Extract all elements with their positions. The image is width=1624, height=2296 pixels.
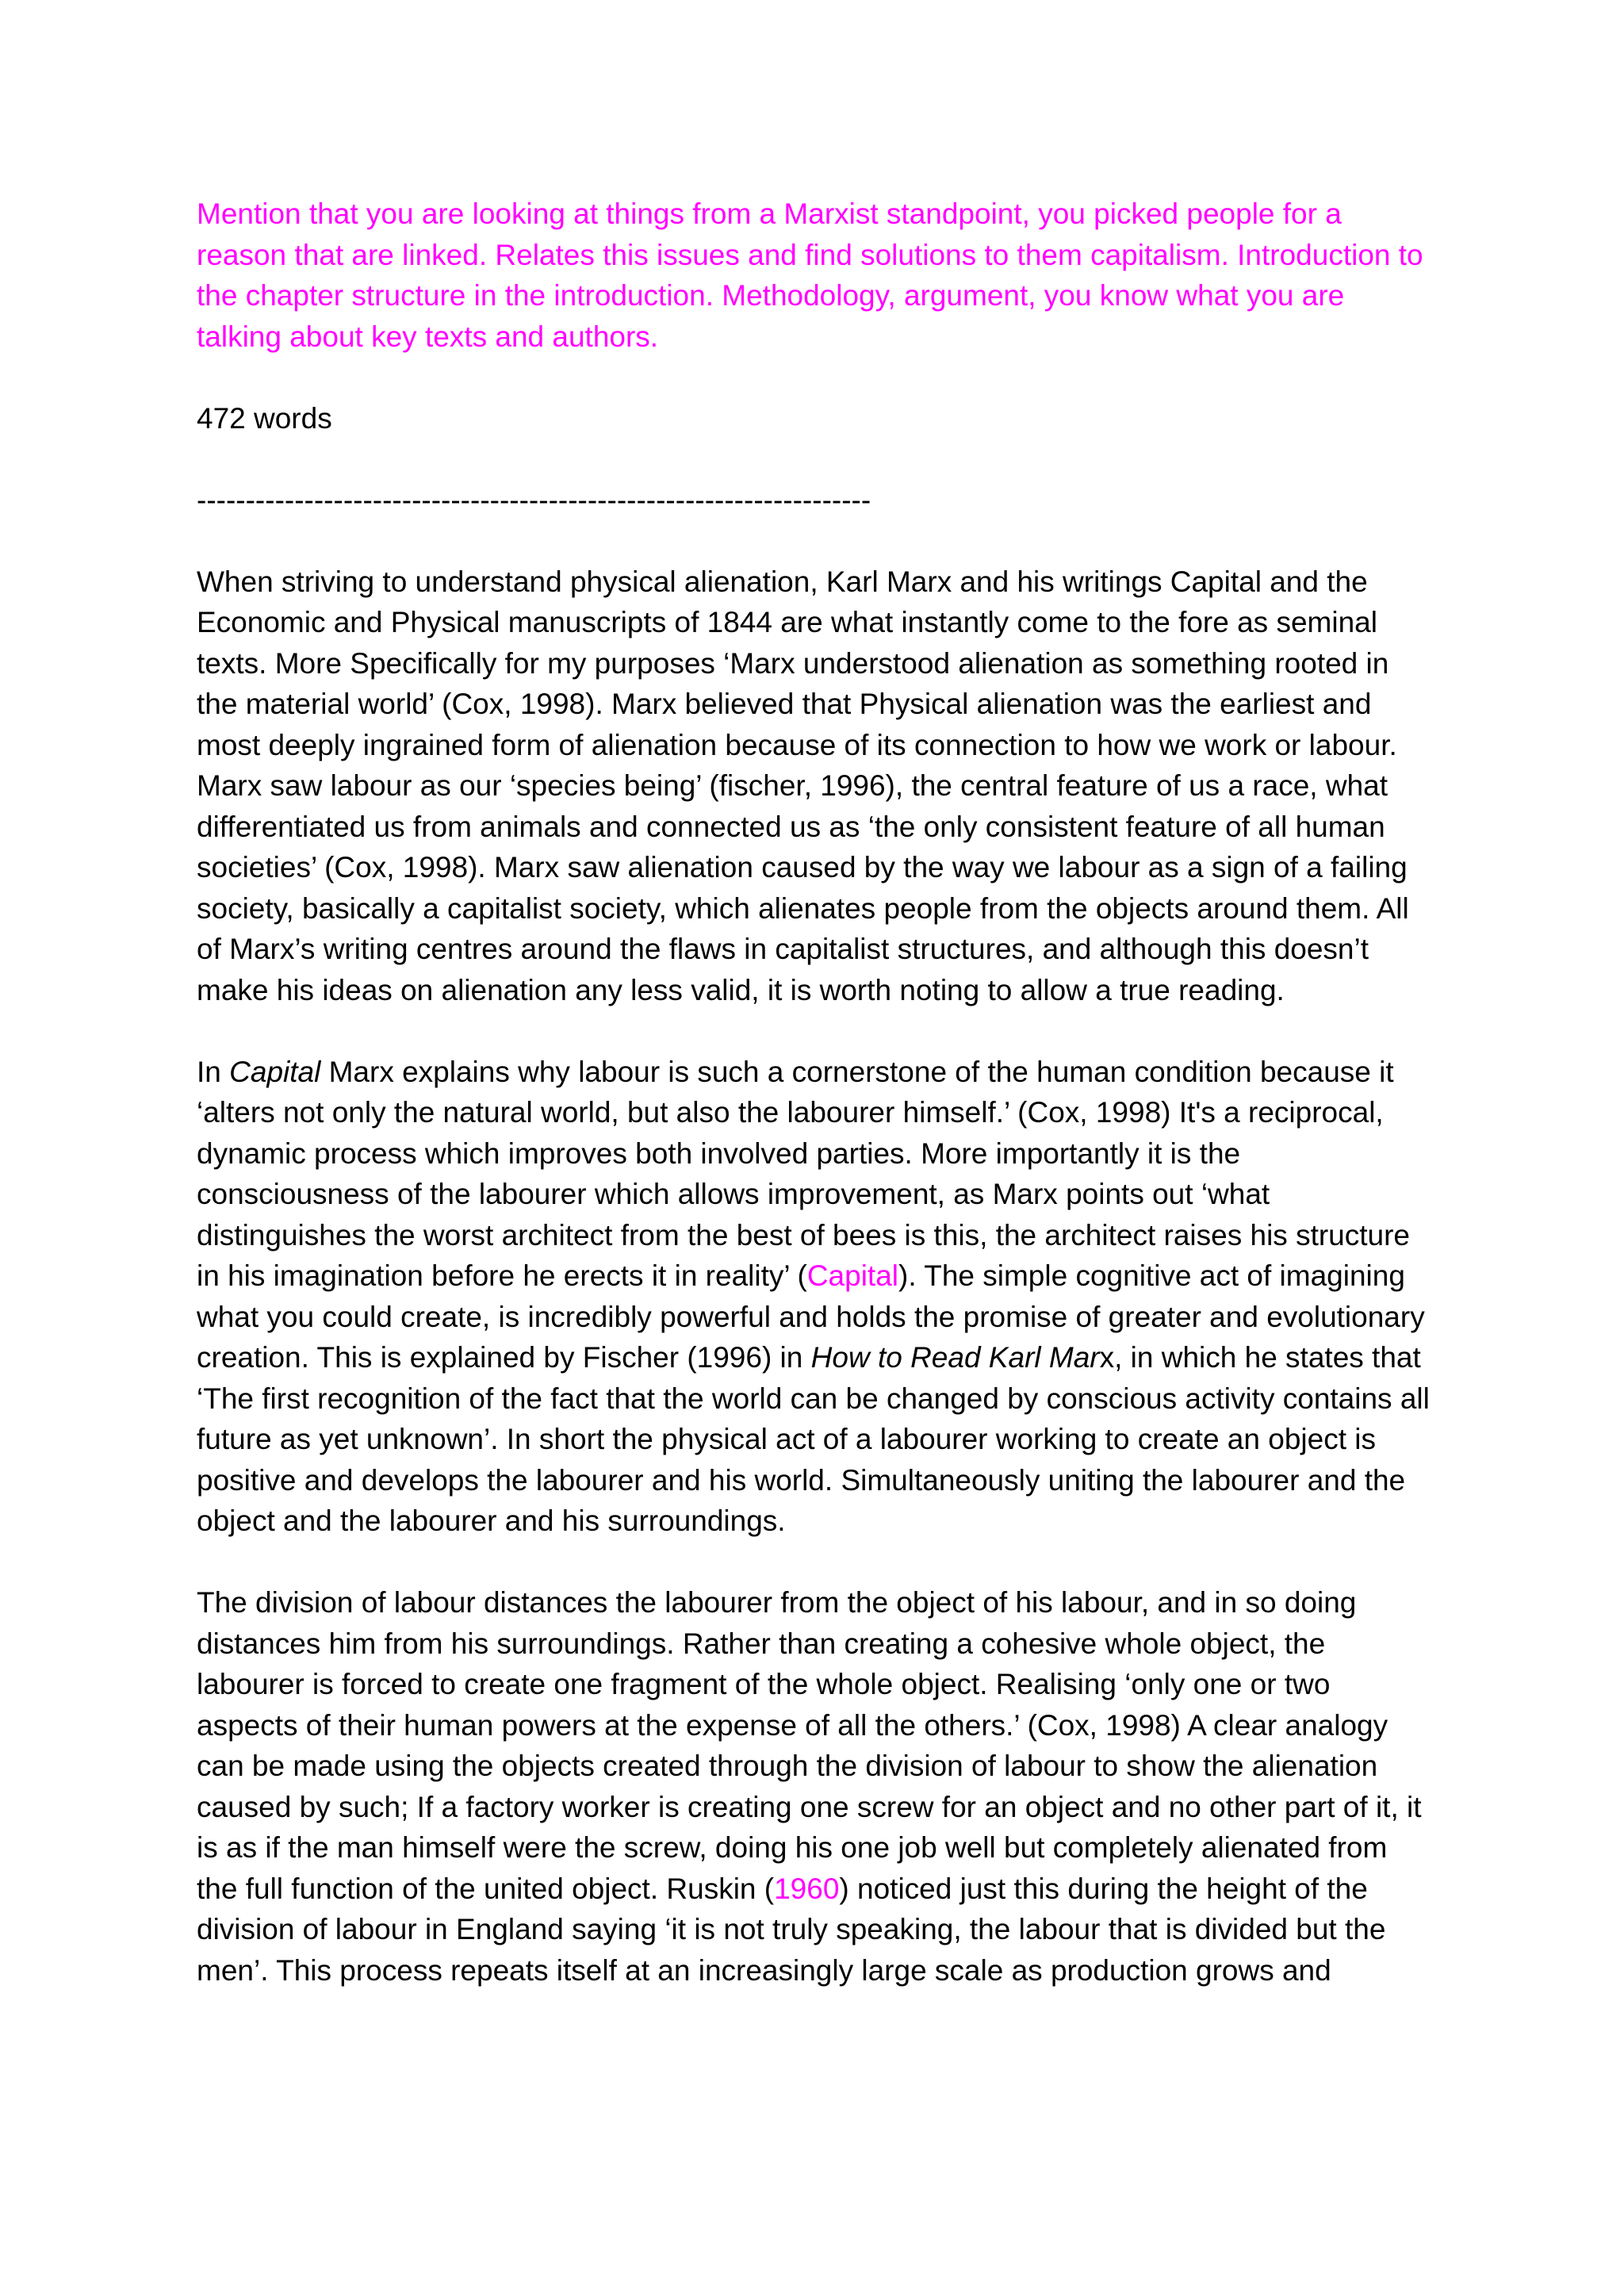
paragraph-2-text: Marx explains why labour is such a cornerstone of the human condition because it ‘alters not only the natural world, but also the labourer himself.’ (Cox, 1998) It's a reciprocal, dynamic process which improves both involved parties. More importantly it is the consciousness of the labourer which allows improvement, as Marx points out ‘what distinguishes the worst architect from the best of bees is this, the architect raises his structure in his imagination before he erects it in reality’ ( <box>197 1055 1411 1292</box>
paragraph-2-text: ). The simple cognitive act of imagining what you could create, is incredibly powerful and holds the promise of greater and evolutionary creation. This is explained by Fischer (1996) in <box>197 1259 1425 1374</box>
paragraph-2-text: In <box>197 1055 230 1088</box>
paragraph-2-text: x, in which he states that ‘The first recognition of the fact that the world can be changed by conscious activity contains all future as yet unknown’. In short the physical act of a labourer working to create an object is positive and develops the labourer and his world. Simultaneously uniting the labourer and the object and the labourer and his surroundings. <box>197 1341 1430 1537</box>
paragraph-2 <box>197 1052 1434 1542</box>
italic-title-how-to-read: How to Read Karl Mar <box>810 1341 1100 1374</box>
document-body <box>197 194 1434 2032</box>
word-count: 472 words <box>197 401 332 435</box>
paragraph-3-text: ) noticed just this during the height of the division of labour in England saying ‘it is not truly speaking, the labour that is divided but the men’. This process repeats itself at an increasingly large scale as production grows and <box>197 1872 1386 1987</box>
italic-title-capital: Capital <box>229 1055 321 1088</box>
highlighted-citation-capital: Capital <box>806 1259 899 1292</box>
paragraph-1: When striving to understand physical alienation, Karl Marx and his writings Capital and the Economic and Physical manuscripts of 1844 are what instantly come to the fore as seminal texts. More Specifically for my purposes ‘Marx understood alienation as something rooted in the material world’ (Cox, 1998). Marx believed that Physical alienation was the earliest and most deeply ingrained form of alienation because of its connection to how we work or labour. Marx saw labour as our ‘species being’ (fischer, 1996), the central feature of us a race, what differentiated us from animals and connected us as ‘the only consistent feature of all human societies’ (Cox, 1998). Marx saw alienation caused by the way we labour as a sign of a failing society, basically a capitalist society, which alienates people from the objects around them. All of Marx’s writing centres around the flaws in capitalist structures, and although this doesn’t make his ideas on alienation any less valid, it is worth noting to allow a true reading. <box>197 565 1409 1006</box>
highlighted-citation-1960: 1960 <box>774 1872 840 1905</box>
paragraph-3 <box>197 1582 1434 1991</box>
paragraph-3-text: The division of labour distances the labourer from the object of his labour, and in so doing distances him from his surroundings. Rather than creating a cohesive whole object, the labourer is forced to create one fragment of the whole object. Realising ‘only one or two aspects of their human powers at the expense of all the others.’ (Cox, 1998) A clear analogy can be made using the objects created through the division of labour to show the alienation caused by such; If a factory worker is creating one screw for an object and no other part of it, it is as if the man himself were the screw, doing his one job well but completely alienated from the full function of the united object. Ruskin ( <box>197 1586 1422 1905</box>
section-separator: --------------------------------------------------------------------- <box>197 483 871 516</box>
tutor-note: Mention that you are looking at things from a Marxist standpoint, you picked people for a reason that are linked. Relates this issues and find solutions to them capitalism. Introduction to the chapter structure in the introduction. Methodology, argument, you know what you are talking about key texts and authors. <box>197 197 1423 353</box>
